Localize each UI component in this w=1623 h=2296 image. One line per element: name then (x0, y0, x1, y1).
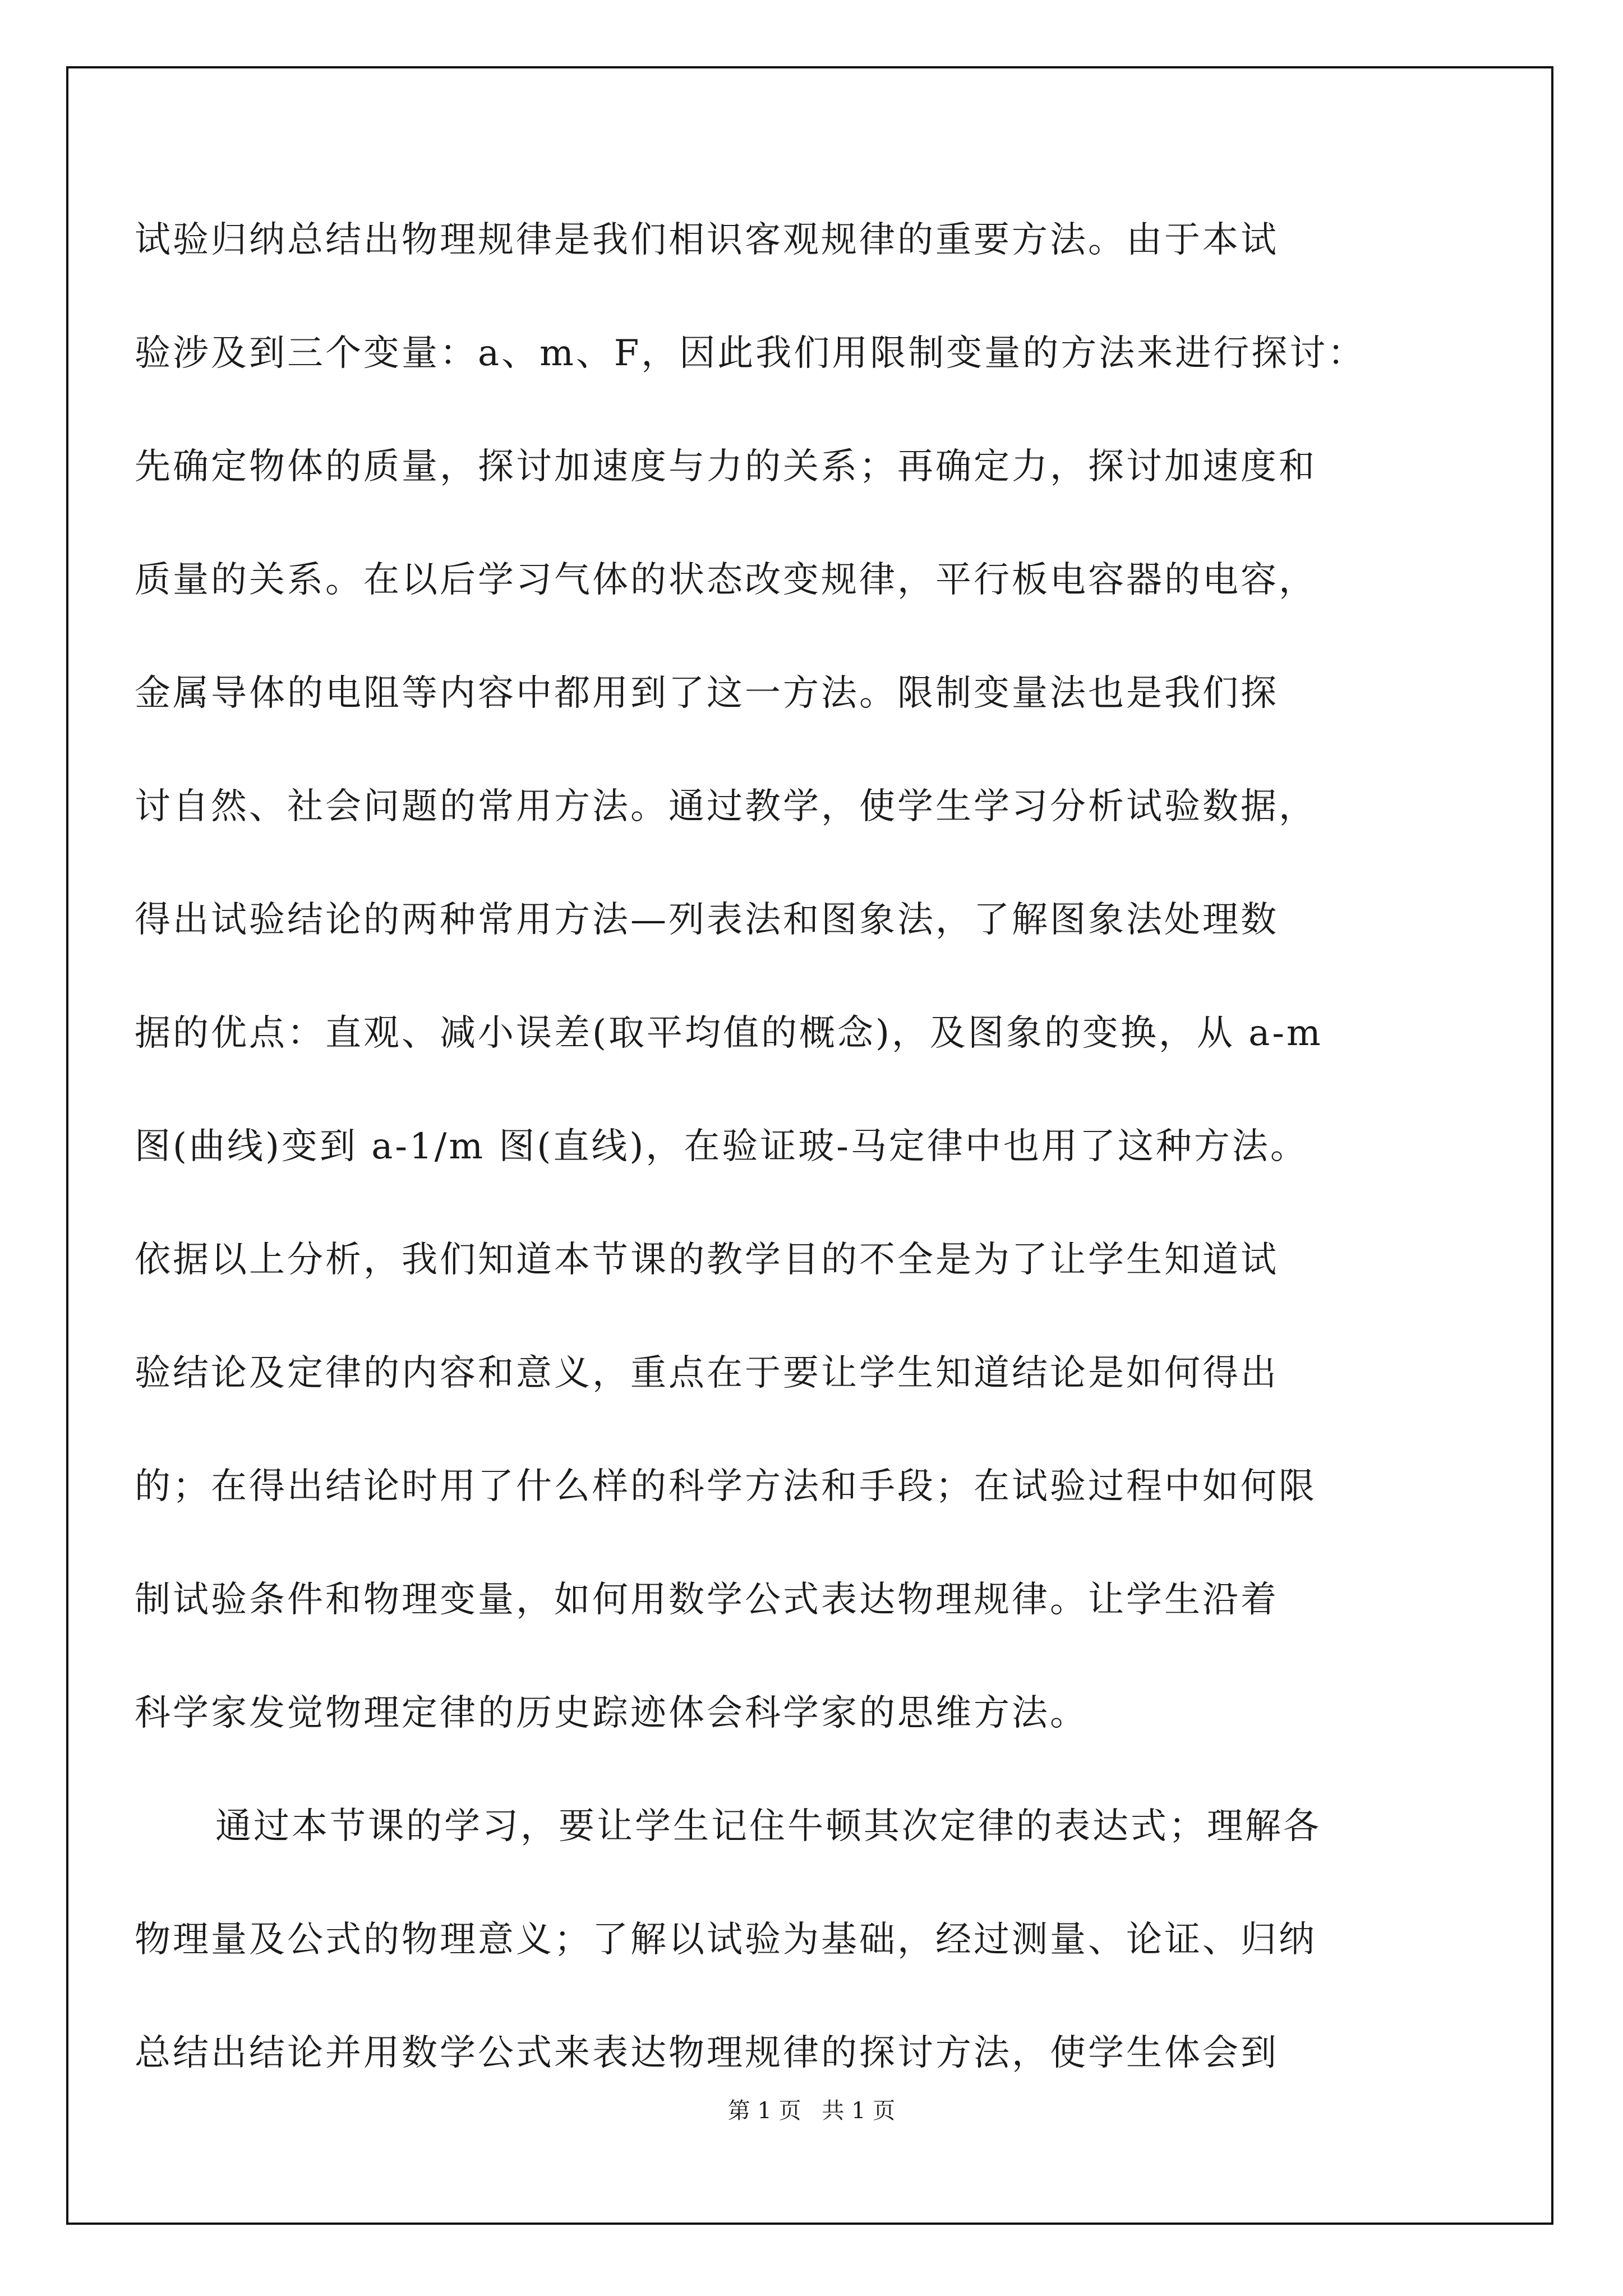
text-line: 依据以上分析，我们知道本节课的教学目的不全是为了让学生知道试 (135, 1239, 1279, 1281)
page-number: 第 1 页 (727, 2098, 801, 2124)
text-line: 试验归纳总结出物理规律是我们相识客观规律的重要方法。由于本试 (135, 219, 1279, 261)
text-line: 总结出结论并用数学公式来表达物理规律的探讨方法，使学生体会到 (135, 2032, 1279, 2074)
text-line: 据的优点：直观、减小误差(取平均值的概念)，及图象的变换，从 a-m (135, 1013, 1323, 1054)
text-line: 讨自然、社会问题的常用方法。通过教学，使学生学习分析试验数据， (135, 786, 1317, 827)
text-line: 图(曲线)变到 a-1/m 图(直线)，在验证玻-马定律中也用了这种方法。 (135, 1126, 1308, 1167)
text-line: 验涉及到三个变量：a、m、F，因此我们用限制变量的方法来进行探讨： (135, 333, 1366, 374)
text-line: 先确定物体的质量，探讨加速度与力的关系；再确定力，探讨加速度和 (135, 446, 1317, 487)
page-footer (0, 2097, 1623, 2125)
page-total: 共 1 页 (822, 2098, 896, 2124)
text-line: 的；在得出结论时用了什么样的科学方法和手段；在试验过程中如何限 (135, 1466, 1317, 1507)
text-line: 物理量及公式的物理意义；了解以试验为基础，经过测量、论证、归纳 (135, 1919, 1317, 1961)
text-line: 制试验条件和物理变量，如何用数学公式表达物理规律。让学生沿着 (135, 1579, 1279, 1621)
paragraph-first-line: 通过本节课的学习，要让学生记住牛顿其次定律的表达式；理解各 (215, 1806, 1321, 1847)
text-line: 质量的关系。在以后学习气体的状态改变规律，平行板电容器的电容， (135, 559, 1317, 601)
text-line: 科学家发觉物理定律的历史踪迹体会科学家的思维方法。 (135, 1692, 1088, 1734)
text-line: 得出试验结论的两种常用方法—列表法和图象法，了解图象法处理数 (135, 899, 1279, 941)
text-line: 验结论及定律的内容和意义，重点在于要让学生知道结论是如何得出 (135, 1352, 1279, 1394)
text-line: 金属导体的电阻等内容中都用到了这一方法。限制变量法也是我们探 (135, 673, 1279, 714)
